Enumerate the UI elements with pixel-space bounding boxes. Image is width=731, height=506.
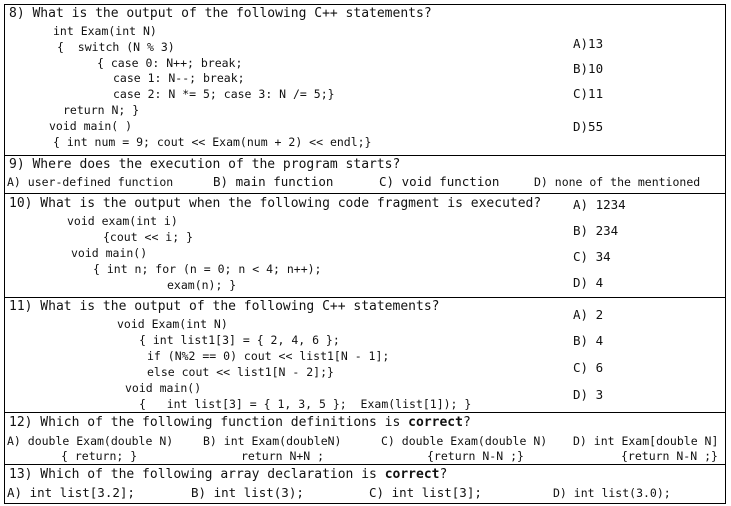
code-line: { int list[3] = { 1, 3, 5 }; Exam(list[1]); } xyxy=(139,397,472,411)
question-10-text: 10) What is the output when the following code fragment is executed? xyxy=(9,196,542,211)
option-a: A) int list[3.2]; xyxy=(7,485,135,500)
option-b: B) main function xyxy=(213,174,334,189)
exam-sheet xyxy=(4,4,726,504)
option-b: B)10 xyxy=(573,61,604,76)
option-d: D) 4 xyxy=(573,275,604,290)
code-line: void main() xyxy=(125,381,202,395)
option-d: D) none of the mentioned xyxy=(534,175,701,189)
code-line: int Exam(int N) xyxy=(53,24,157,38)
option-d: D) int Exam[double N] xyxy=(573,434,719,448)
code-line: void exam(int i) xyxy=(67,214,178,228)
emphasis-correct: correct xyxy=(408,415,463,430)
option-a: A) double Exam(double N) xyxy=(7,434,174,448)
option-a: A) user-defined function xyxy=(7,175,174,189)
option-a: A) 1234 xyxy=(573,197,626,212)
code-line: { int num = 9; cout << Exam(num + 2) << endl;} xyxy=(53,135,372,149)
option-b: B) 234 xyxy=(573,223,619,238)
question-10 xyxy=(5,194,725,298)
code-line: {cout << i; } xyxy=(103,230,194,244)
option-c: C) double Exam(double N) xyxy=(381,434,548,448)
question-9 xyxy=(5,156,725,194)
question-12-text: 12) Which of the following function definitions is correct? xyxy=(9,415,471,430)
question-12 xyxy=(5,413,725,465)
code-line: if (N%2 == 0) cout << list1[N - 1]; xyxy=(147,349,390,363)
option-a: A) 2 xyxy=(573,307,604,322)
emphasis-correct: correct xyxy=(384,467,440,482)
option-c: C) 6 xyxy=(573,360,604,375)
question-8 xyxy=(5,5,725,156)
option-c-body: {return N-N ;} xyxy=(427,449,524,463)
option-c: C)11 xyxy=(573,86,604,101)
option-d: D) 3 xyxy=(573,387,604,402)
code-line: void Exam(int N) xyxy=(117,317,228,331)
code-line: { case 0: N++; break; xyxy=(97,56,243,70)
option-b: B) 4 xyxy=(573,333,604,348)
question-13 xyxy=(5,465,725,505)
option-b: B) int Exam(doubleN) xyxy=(203,434,342,448)
code-line: return N; } xyxy=(63,103,140,117)
code-line: { switch (N % 3) xyxy=(57,40,175,54)
code-line: exam(n); } xyxy=(167,278,237,292)
option-d: D)55 xyxy=(573,119,604,134)
option-d: D) int list(3.0); xyxy=(553,486,671,500)
code-line: case 1: N--; break; xyxy=(113,71,245,85)
option-b-body: return N+N ; xyxy=(241,449,325,463)
question-9-text: 9) Where does the execution of the program starts? xyxy=(9,157,401,172)
option-a-body: { return; } xyxy=(61,449,138,463)
question-11 xyxy=(5,298,725,413)
code-line: void main( ) xyxy=(49,119,133,133)
code-line: void main() xyxy=(71,246,148,260)
code-line: case 2: N *= 5; case 3: N /= 5;} xyxy=(113,87,335,101)
option-c: C) int list[3]; xyxy=(369,485,482,500)
option-c: C) 34 xyxy=(573,249,611,264)
option-c: C) void function xyxy=(379,174,500,189)
code-line: { int n; for (n = 0; n < 4; n++); xyxy=(93,262,322,276)
code-line: { int list1[3] = { 2, 4, 6 }; xyxy=(139,333,340,347)
question-8-text: 8) What is the output of the following C++ statements? xyxy=(9,6,432,21)
question-11-text: 11) What is the output of the following C++ statements? xyxy=(9,299,440,314)
code-line: else cout << list1[N - 2];} xyxy=(147,365,334,379)
option-a: A)13 xyxy=(573,36,604,51)
option-d-body: {return N-N ;} xyxy=(621,449,718,463)
option-b: B) int list(3); xyxy=(191,485,304,500)
question-13-text: 13) Which of the following array declaration is correct? xyxy=(9,467,448,482)
